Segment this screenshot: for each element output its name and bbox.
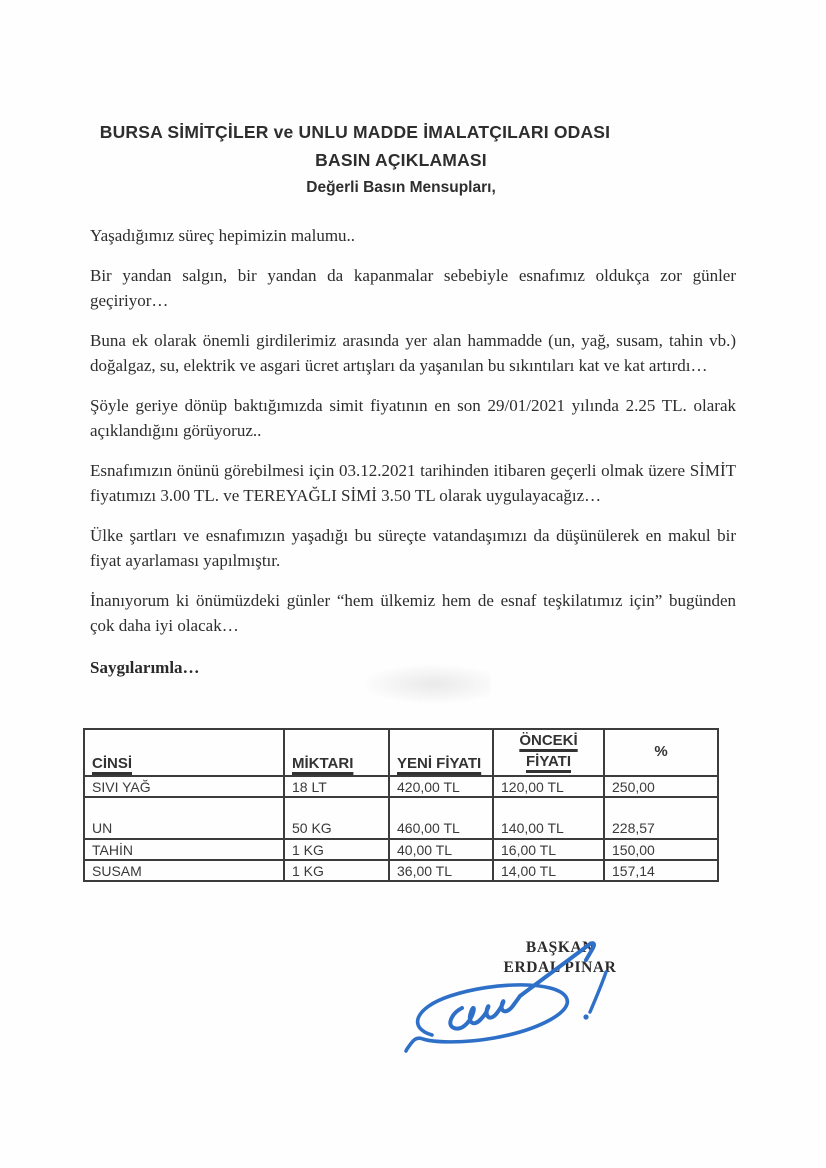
table-row: [84, 839, 718, 860]
column-header-cinsi: CİNSİ: [84, 729, 284, 776]
closing-line: Saygılarımla…: [90, 658, 200, 677]
column-header-miktari: MİKTARI: [284, 729, 389, 776]
cell-miktar: 18 LT: [284, 776, 389, 797]
letterhead: [90, 0, 736, 202]
signature-block: [475, 938, 645, 978]
cell-onceki-fiyat: 140,00 TL: [493, 797, 604, 839]
cell-cinsi: SIVI YAĞ: [84, 776, 284, 797]
column-header-yeni-fiyati: YENİ FİYATI: [389, 729, 493, 776]
table-row: [84, 860, 718, 881]
paragraph: Ülke şartları ve esnafımızın yaşadığı bu süreçte vatandaşımızı da düşünülerek en makul bir fiyat ayarlaması yapılmıştır.: [90, 526, 736, 570]
paragraph: Buna ek olarak önemli girdilerimiz arasında yer alan hammadde (un, yağ, susam, tahin vb.) doğalgaz, su, elektrik ve asgari ücret artışları da yaşanılan bu sıkıntıları kat ve kat artırdı…: [90, 331, 736, 375]
cell-yuzde: 250,00: [604, 776, 718, 797]
cell-cinsi: SUSAM: [84, 860, 284, 881]
body-text: [90, 223, 736, 638]
paragraph: Yaşadığımız süreç hepimizin malumu..: [90, 226, 356, 245]
price-comparison-table: [83, 728, 719, 882]
cell-cinsi: UN: [84, 797, 284, 839]
column-header-percent: %: [604, 729, 718, 776]
cell-miktar: 50 KG: [284, 797, 389, 839]
cell-yuzde: 157,14: [604, 860, 718, 881]
salutation: Değerli Basın Mensupları,: [306, 179, 496, 196]
column-header-onceki-fiyati: ÖNCEKİ FİYATI: [493, 729, 604, 776]
cell-yeni-fiyat: 460,00 TL: [389, 797, 493, 839]
cell-onceki-fiyat: 16,00 TL: [493, 839, 604, 860]
cell-onceki-fiyat: 14,00 TL: [493, 860, 604, 881]
signatory-name: ERDAL PINAR: [503, 959, 617, 976]
organization-title: BURSA SİMİTÇİLER ve UNLU MADDE İMALATÇILARI ODASI: [99, 122, 611, 142]
cell-miktar: 1 KG: [284, 839, 389, 860]
cell-onceki-fiyat: 120,00 TL: [493, 776, 604, 797]
document-type-title: BASIN AÇIKLAMASI: [315, 150, 487, 170]
paragraph: Esnafımızın önünü görebilmesi için 03.12.2021 tarihinden itibaren geçerli olmak üzere SİMİT fiyatımızı 3.00 TL. ve TEREYAĞLI SİMİ 3.50 TL olarak uygulayacağız…: [90, 461, 736, 505]
cell-yuzde: 228,57: [604, 797, 718, 839]
table-header-row: [84, 729, 718, 776]
paragraph: Bir yandan salgın, bir yandan da kapanmalar sebebiyle esnafımız oldukça zor günler geçiriyor…: [90, 266, 736, 310]
cell-yuzde: 150,00: [604, 839, 718, 860]
cell-yeni-fiyat: 36,00 TL: [389, 860, 493, 881]
cell-yeni-fiyat: 40,00 TL: [389, 839, 493, 860]
paragraph: Şöyle geriye dönüp baktığımızda simit fiyatının en son 29/01/2021 yılında 2.25 TL. olarak açıklandığını görüyoruz..: [90, 396, 736, 440]
paragraph: İnanıyorum ki önümüzdeki günler “hem ülkemiz hem de esnaf teşkilatımız için” bugünden çok daha iyi olacak…: [90, 591, 736, 635]
cell-cinsi: TAHİN: [84, 839, 284, 860]
signatory-title: BAŞKAN: [525, 939, 595, 956]
cell-miktar: 1 KG: [284, 860, 389, 881]
table-row: [84, 776, 718, 797]
cell-yeni-fiyat: 420,00 TL: [389, 776, 493, 797]
table-row: [84, 797, 718, 839]
